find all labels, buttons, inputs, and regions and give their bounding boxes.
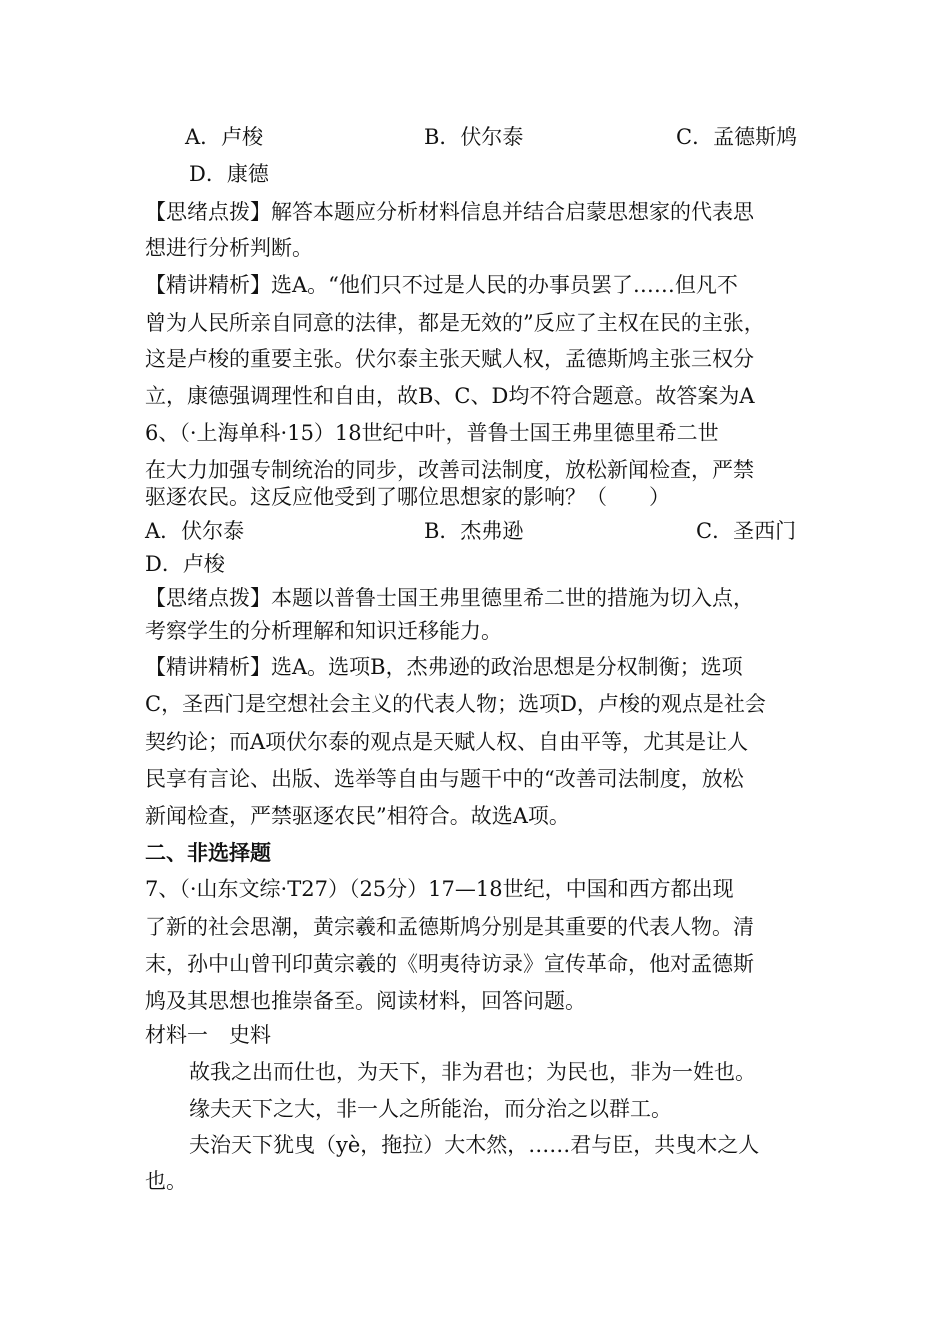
q5-option-a: A．卢梭	[185, 125, 264, 149]
q5-hint-line: 想进行分析判断。	[145, 236, 313, 260]
q6-option-c: C．圣西门	[696, 519, 797, 543]
q5-hint-line: 【思绪点拨】解答本题应分析材料信息并结合启蒙思想家的代表思	[145, 200, 754, 224]
q7-material-line: 夫治天下犹曳（yè，拖拉）大木然，……君与臣，共曳木之人	[189, 1133, 760, 1157]
q6-stem-line: 驱逐农民。这反应他受到了哪位思想家的影响？（ ）	[145, 485, 670, 509]
q7-material-line: 故我之出而仕也，为天下，非为君也；为民也，非为一姓也。	[189, 1060, 756, 1084]
q5-option-b: B．伏尔泰	[424, 125, 524, 149]
q6-analysis-line: C，圣西门是空想社会主义的代表人物；选项D，卢梭的观点是社会	[145, 692, 766, 716]
q7-stem-line: 鸠及其思想也推崇备至。阅读材料，回答问题。	[145, 989, 586, 1013]
q5-analysis-line: 立，康德强调理性和自由，故B、C、D均不符合题意。故答案为A	[145, 384, 755, 408]
q7-material-line: 也。	[145, 1169, 187, 1193]
q7-material-title: 材料一 史料	[145, 1023, 271, 1047]
q6-analysis-line: 民享有言论、出版、选举等自由与题干中的“改善司法制度，放松	[145, 767, 744, 791]
q6-stem-line: 6、（·上海单科·15）18世纪中叶，普鲁士国王弗里德里希二世	[145, 421, 719, 445]
section-heading: 二、非选择题	[145, 841, 271, 865]
q5-analysis-line: 这是卢梭的重要主张。伏尔泰主张天赋人权，孟德斯鸠主张三权分	[145, 347, 754, 371]
q6-option-d: D．卢梭	[145, 552, 225, 576]
q7-stem-line: 了新的社会思潮，黄宗羲和孟德斯鸠分别是其重要的代表人物。清	[145, 915, 754, 939]
q6-option-a: A．伏尔泰	[145, 519, 245, 543]
q5-analysis-line: 【精讲精析】选A。“他们只不过是人民的办事员罢了……但凡不	[145, 273, 738, 297]
q5-option-c: C．孟德斯鸠	[676, 125, 798, 149]
q5-analysis-line: 曾为人民所亲自同意的法律，都是无效的”反应了主权在民的主张，	[145, 311, 765, 335]
q6-analysis-line: 契约论；而A项伏尔泰的观点是天赋人权、自由平等，尤其是让人	[145, 730, 749, 754]
q7-material-line: 缘夫天下之大，非一人之所能治，而分治之以群工。	[189, 1097, 672, 1121]
q6-analysis-line: 【精讲精析】选A。选项B，杰弗逊的政治思想是分权制衡；选项	[145, 655, 743, 679]
q5-option-d: D．康德	[189, 162, 269, 186]
q6-hint-line: 【思绪点拨】本题以普鲁士国王弗里德里希二世的措施为切入点，	[145, 586, 754, 610]
q7-stem-line: 末，孙中山曾刊印黄宗羲的《明夷待访录》宣传革命，他对孟德斯	[145, 952, 754, 976]
q6-hint-line: 考察学生的分析理解和知识迁移能力。	[145, 619, 502, 643]
q7-stem-line: 7、（·山东文综·T27）（25分）17—18世纪，中国和西方都出现	[145, 877, 734, 901]
q6-option-b: B．杰弗逊	[424, 519, 524, 543]
q6-analysis-line: 新闻检查，严禁驱逐农民”相符合。故选A项。	[145, 804, 570, 828]
q6-stem-line: 在大力加强专制统治的同步，改善司法制度，放松新闻检查，严禁	[145, 458, 754, 482]
